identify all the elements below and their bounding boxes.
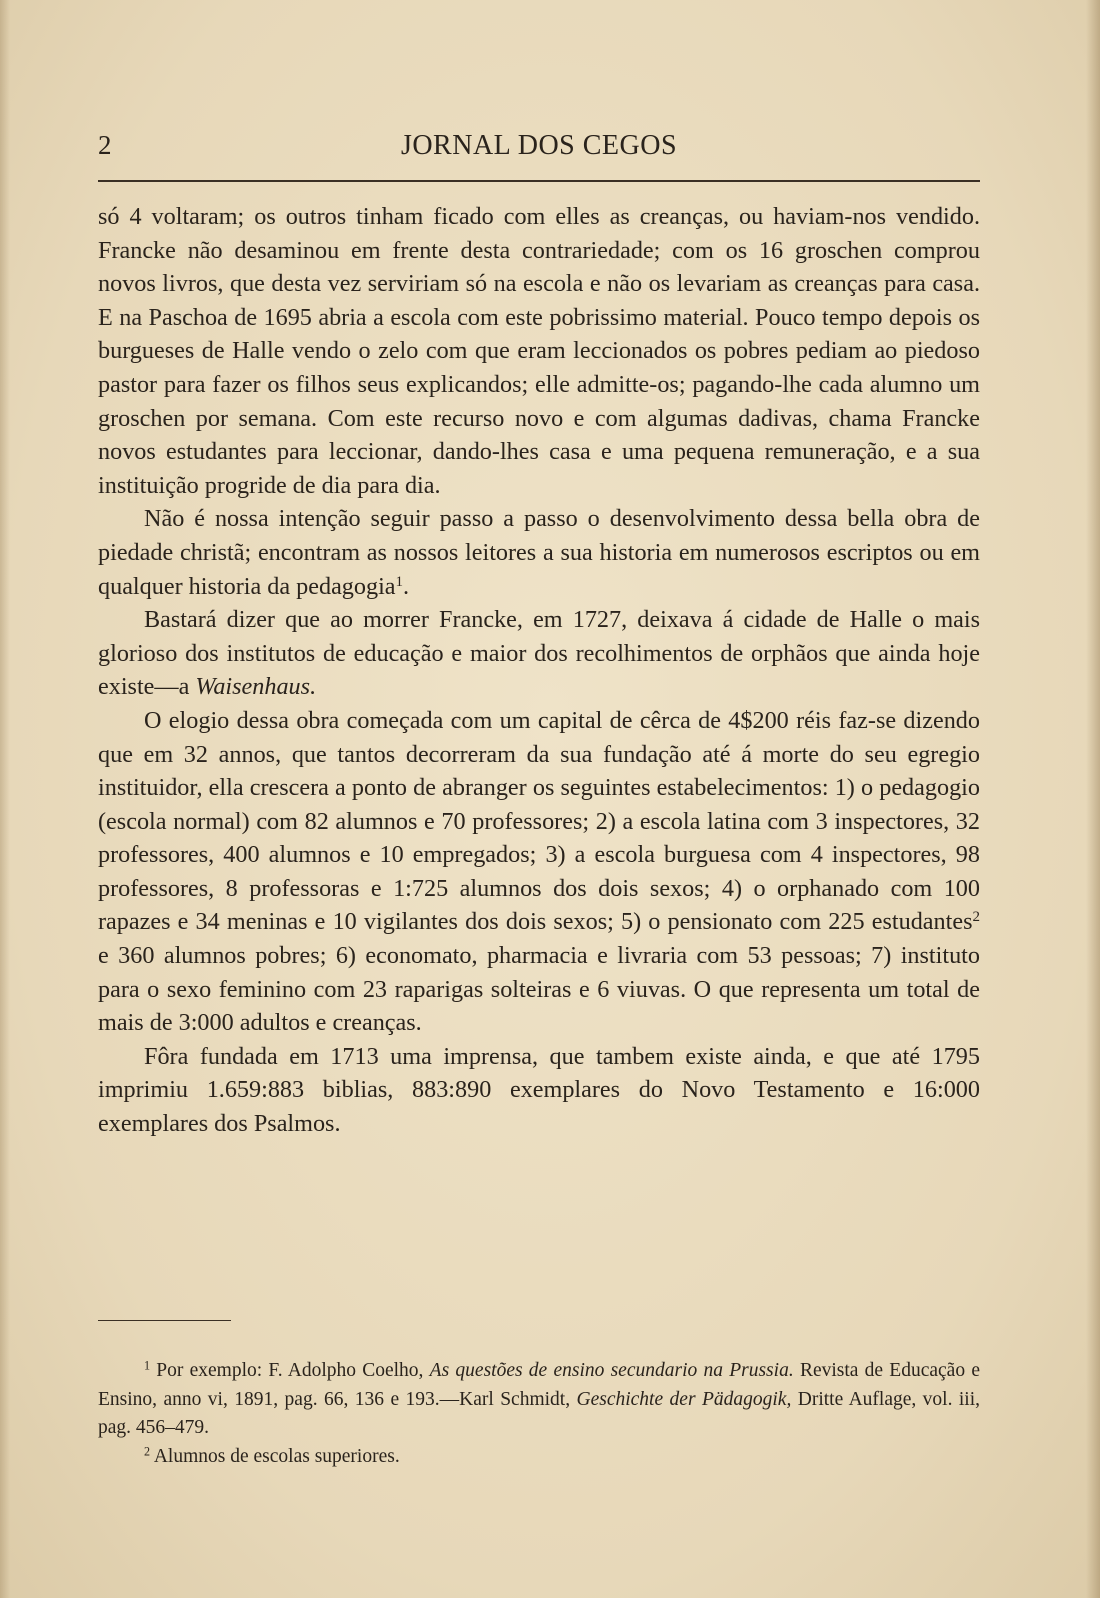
page-right-edge-shadow bbox=[1086, 0, 1100, 1598]
paragraph-5: Fôra fundada em 1713 uma imprensa, que tambem existe ainda, e que até 1795 imprimiu 1.659:883 biblias, 883:890 exemplares do Novo Testamento e 16:000 exemplares dos Psalmos. bbox=[98, 1042, 980, 1138]
footnote-ref-1[interactable]: 1 bbox=[395, 573, 404, 590]
footnote-2-mark: 2 bbox=[144, 1444, 151, 1459]
page-header bbox=[98, 126, 980, 170]
paragraph-2-end: . bbox=[403, 572, 410, 600]
footnote-1-title-1: As questões de ensino secundario na Prussia. bbox=[429, 1360, 794, 1381]
running-title: JORNAL DOS CEGOS bbox=[400, 130, 678, 161]
paragraph-1: só 4 voltaram; os outros tinham ficado com elles as creanças, ou haviam-nos vendido. Francke não desaminou em frente desta contrariedade; com os 16 groschen comprou novos livros, que desta vez serviriam só na escola e não os levariam as creanças para casa. E na Paschoa de 1695 abria a escola com este pobrissimo material. Pouco tempo depois os burgueses de Halle vendo o zelo com que eram leccionados os pobres pediam ao piedoso pastor para fazer os filhos seus explicandos; elle admitte-os; pagando-lhe cada alumno um groschen por semana. Com este recurso novo e com algumas dadivas, chama Francke novos estudantes para leccionar, dando-lhes casa e uma pequena remuneração, e a sua instituição progride de dia para dia. bbox=[98, 203, 980, 499]
paragraph-3-text: Bastará dizer que ao morrer Francke, em 1727, deixava á cidade de Halle o mais glorioso dos institutos de educação e maior dos recolhimentos de orphãos que ainda hoje existe—a bbox=[98, 606, 980, 701]
page-left-edge-shadow bbox=[0, 0, 10, 1598]
footnote-2-text: Alumnos de escolas superiores. bbox=[150, 1445, 400, 1467]
body-text bbox=[98, 200, 980, 1141]
footnote-1-mark: 1 bbox=[144, 1358, 151, 1373]
paragraph-4 bbox=[98, 704, 980, 1040]
paragraph-2 bbox=[98, 502, 980, 603]
footnote-1-part-c: Dritte Auflage, vol. iii, pag. 456–479. bbox=[98, 1388, 981, 1439]
paragraph-4-part-a: O elogio dessa obra começada com um capital de cêrca de 4$200 réis faz-se dizendo que em 32 annos, que tantos decorreram da sua fundação até á morte do seu egregio instituidor, ella crescera a ponto de abranger os seguintes estabelecimentos: 1) o pedagogio (escola normal) com 82 alumnos e 70 professores; 2) a escola latina com 3 inspectores, 32 professores, 400 alumnos e 10 empregados; 3) a escola burguesa com 4 inspectores, 98 professores, 8 professoras e 1:725 alumnos dos dois sexos; 4) o orphanado com 100 rapazes e 34 meninas e 10 vigilantes dos dois sexos; 5) o pensionato com 225 estudantes bbox=[98, 706, 980, 936]
footnotes bbox=[98, 1357, 980, 1471]
footnote-1-title-2: Geschichte der Pädagogik, bbox=[576, 1388, 792, 1410]
footnote-1 bbox=[98, 1357, 980, 1443]
footnote-ref-2[interactable]: 2 bbox=[972, 909, 980, 926]
paragraph-2-text: Não é nossa intenção seguir passo a passo o desenvolvimento dessa bella obra de piedade christã; encontram as nossos leitores a sua historia em numerosos escriptos ou em qualquer historia da pedagogia bbox=[98, 505, 980, 600]
paragraph-4-part-b: e 360 alumnos pobres; 6) economato, pharmacia e livraria com 53 pessoas; 7) instituto para o sexo feminino com 23 raparigas solteiras e 6 viuvas. O que representa um total de mais de 3:000 adultos e creanças. bbox=[98, 942, 980, 1037]
header-rule bbox=[98, 180, 980, 182]
paragraph-3 bbox=[98, 603, 980, 704]
page-number: 2 bbox=[98, 130, 112, 160]
footnote-rule bbox=[98, 1320, 231, 1321]
footnote-1-part-b: Revista de Educação e Ensino, anno vi, 1891, pag. 66, 136 e 193.—Karl Schmidt, bbox=[98, 1360, 980, 1410]
footnote-1-part-a: Por exemplo: F. Adolpho Coelho, bbox=[150, 1360, 430, 1381]
paragraph-3-italic: Waisenhaus. bbox=[195, 673, 317, 701]
footnote-2 bbox=[98, 1443, 980, 1472]
